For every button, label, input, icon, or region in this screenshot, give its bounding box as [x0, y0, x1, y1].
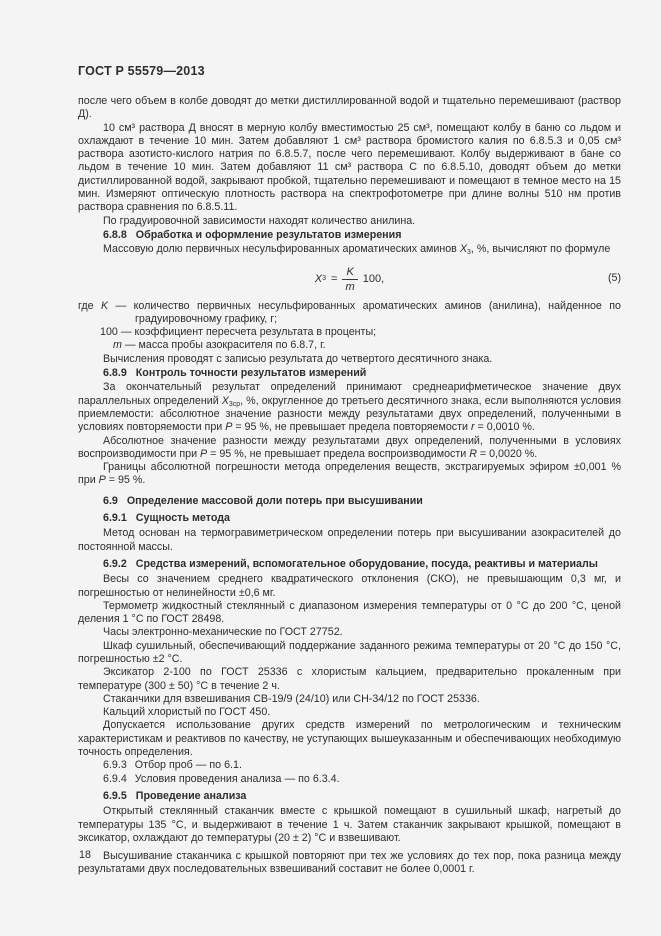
text-run: Абсолютное значение разности между результатами двух определений, полученными в условиях воспроизводимости при	[78, 434, 621, 460]
heading-title: Сущность метода	[135, 512, 230, 525]
standard-number-header: ГОСТ Р 55579—2013	[78, 64, 205, 78]
paragraph-continuation: после чего объем в колбе доводят до метки дистиллированной водой и тщательно перемешивают (раствор Д).	[78, 95, 621, 121]
page-content	[78, 64, 621, 877]
variable-k: K	[101, 299, 109, 312]
heading-6-8-8	[78, 229, 621, 242]
variable-subscript: 3ср	[228, 400, 241, 408]
variable-p: P	[225, 421, 233, 434]
paragraph-calc-note: Вычисления проводят с записью результата до четвертого десятичного знака.	[103, 352, 493, 365]
heading-number: 6.9	[103, 494, 118, 507]
variable-subscript: 3	[466, 249, 471, 257]
text-run: Границы абсолютной погрешности метода определения веществ, экстрагируемых эфиром ±0,001 % при	[78, 461, 621, 487]
text-run: = 95 %, не превышает предела воспроизводимости	[207, 447, 470, 460]
paragraph-calcium-chloride: Кальций хлористый по ГОСТ 450.	[103, 706, 271, 719]
heading-6-9	[78, 495, 621, 508]
heading-number: 6.9.1	[103, 512, 127, 525]
heading-6-9-5	[78, 790, 621, 803]
where-item-k	[78, 300, 621, 327]
heading-number: 6.8.8	[103, 228, 127, 241]
text-run: — количество первичных несульфированных ароматических аминов (анилина), найденное по градуировочному графику, г;	[108, 299, 621, 325]
text-run: Массовую долю первичных несульфированных ароматических аминов	[103, 243, 460, 256]
paragraph-weighing-cups: Стаканчики для взвешивания СВ-19/9 (24/10) или СН-34/12 по ГОСТ 25336.	[103, 692, 480, 705]
paragraph-scales: Весы со значением среднего квадратического отклонения (СКО), не превышающим 0,3 мг, и погрешностью от нелинейности ±0,6 мг.	[78, 573, 621, 599]
heading-6-9-2	[78, 558, 621, 571]
heading-title: Определение массовой доли потерь при высушивании	[126, 494, 423, 507]
variable-p: P	[98, 474, 106, 487]
paragraph-drying-cabinet: Шкаф сушильный, обеспечивающий поддержание заданного режима температуры от 20 °С до 150 °С, погрешностью ±2 °С.	[78, 639, 621, 665]
text-run: = 0,0010 %.	[474, 421, 535, 434]
paragraph-reproducibility	[78, 435, 621, 462]
variable-r: r	[470, 421, 475, 434]
heading-6-9-1	[78, 512, 621, 525]
paragraph-clock: Часы электронно-механические по ГОСТ 27752.	[103, 626, 343, 639]
line-6-9-4	[78, 773, 621, 786]
fraction-numerator	[342, 266, 357, 280]
paragraph-thermometer: Термометр жидкостный стеклянный с диапазоном измерения температуры от 0 °С до 200 °С, ценой деления 1 °С по ГОСТ 28498.	[78, 599, 621, 626]
text-run: , %, округленное до третьего десятичного знака, если выполняются условия приемлемости: абсолютное значение разности между результатами двух определений, полученными в условиях повторяемости при	[78, 394, 621, 434]
formula-expression: X 3 = $\frac{K}{m}$ 100,	[314, 265, 385, 293]
equation-number: (5)	[607, 271, 621, 284]
variable-m: m	[345, 280, 355, 293]
equals-sign: =	[331, 273, 338, 286]
paragraph-mass-fraction-intro	[78, 243, 621, 256]
fraction	[342, 266, 357, 293]
clause-number: 6.9.3	[103, 759, 127, 772]
paragraph-method-essence: Метод основан на термогравиметрическом определении потерь при высушивании азокрасителей до постоянной массы.	[78, 527, 621, 553]
text-run: где	[78, 299, 101, 312]
heading-title: Контроль точности результатов измерений	[135, 367, 367, 380]
paragraph-analysis-procedure: Открытый стеклянный стаканчик вместе с крышкой помещают в сушильный шкаф, нагретый до температуры 135 °С, и выдерживают в течение 1 ч. Затем стаканчик закрывают крышкой, помещают в эксикатор, охлаждают до температуры (20 ± 2) °С и взвешивают.	[78, 805, 621, 844]
paragraph-final-result	[78, 381, 621, 434]
heading-title: Проведение анализа	[135, 789, 247, 802]
where-item-100	[78, 326, 621, 339]
formula-5	[78, 266, 621, 293]
term-100: 100	[100, 326, 118, 339]
heading-number: 6.9.5	[103, 789, 127, 802]
where-item-m	[78, 339, 621, 352]
variable-m: m	[113, 339, 122, 352]
heading-number: 6.8.9	[103, 367, 127, 380]
text-run: За окончательный результат определений принимают среднеарифметическое значение двух параллельных определений	[78, 381, 621, 407]
page-number: 18	[79, 849, 91, 861]
paragraph-drying-repeat: Высушивание стаканчика с крышкой повторяют при тех же условиях до тех пор, пока разница между результатами двух последовательных взвешиваний составит не более 0,0001 г.	[78, 850, 621, 876]
clause-number: 6.9.4	[103, 772, 127, 785]
paragraph-procedure: 10 см³ раствора Д вносят в мерную колбу вместимостью 25 см³, помещают колбу в баню со льдом и охлаждают в течение 10 мин. Затем добавляют 1 см³ раствора бромистого калия по 6.8.5.3 и 0,05 см³ раствора азотисто-кислого натрия по 6.8.5.7, после чего перемешивают. Колбу выдерживают в бане со льдом в течение 10 мин. Затем добавляют 11 см³ раствора С по 6.8.5.10, доводят объем до метки дистиллированной водой, закрывают пробкой, тщательно перемешивают и помещают в темное место на 15 мин. Измеряют оптическую плотность раствора на спектрофотометре при длине волны 510 нм против раствора сравнения по 6.8.5.11.	[78, 121, 621, 214]
text-run: , %, вычисляют по формуле	[470, 243, 611, 256]
heading-number: 6.9.2	[103, 557, 127, 570]
paragraph-error-limits	[78, 461, 621, 488]
formula-factor: 100,	[362, 273, 385, 286]
line-6-9-3	[78, 759, 621, 772]
paragraph-calibration: По градуировочной зависимости находят количество анилина.	[103, 214, 416, 227]
variable-r-cap: R	[469, 447, 477, 460]
heading-6-8-9	[78, 367, 621, 380]
variable-k: K	[346, 265, 354, 278]
variable-p: P	[200, 447, 208, 460]
text-run: — коэффициент пересчета результата в проценты;	[117, 326, 377, 339]
paragraph-other-means: Допускается использование других средств измерений по метрологическим и техническим характеристикам и реактивов по качеству, не уступающих вышеуказанным и обеспечивающих необходимую точность определения.	[78, 719, 621, 759]
variable-x: X	[314, 273, 323, 286]
text-run: = 95 %, не превышает предела повторяемости	[232, 421, 471, 434]
text-run: = 95 %.	[105, 474, 146, 487]
variable-x: X	[221, 394, 229, 407]
clause-text: Условия проведения анализа — по 6.3.4.	[134, 772, 340, 785]
fraction-denominator	[346, 280, 355, 293]
clause-text: Отбор проб — по 6.1.	[134, 759, 242, 772]
text-run: = 0,0020 %.	[476, 447, 538, 460]
variable-x: X	[459, 243, 467, 256]
text-run: — масса пробы азокрасителя по 6.8.7, г.	[121, 339, 326, 352]
paragraph-desiccator: Эксикатор 2-100 по ГОСТ 25336 с хлористым кальцием, предварительно прокаленным при температуре (300 ± 50) °С в течение 2 ч.	[78, 666, 621, 692]
heading-title: Средства измерений, вспомогательное оборудование, посуда, реактивы и материалы	[135, 557, 598, 570]
heading-title: Обработка и оформление результатов измерения	[135, 228, 402, 241]
